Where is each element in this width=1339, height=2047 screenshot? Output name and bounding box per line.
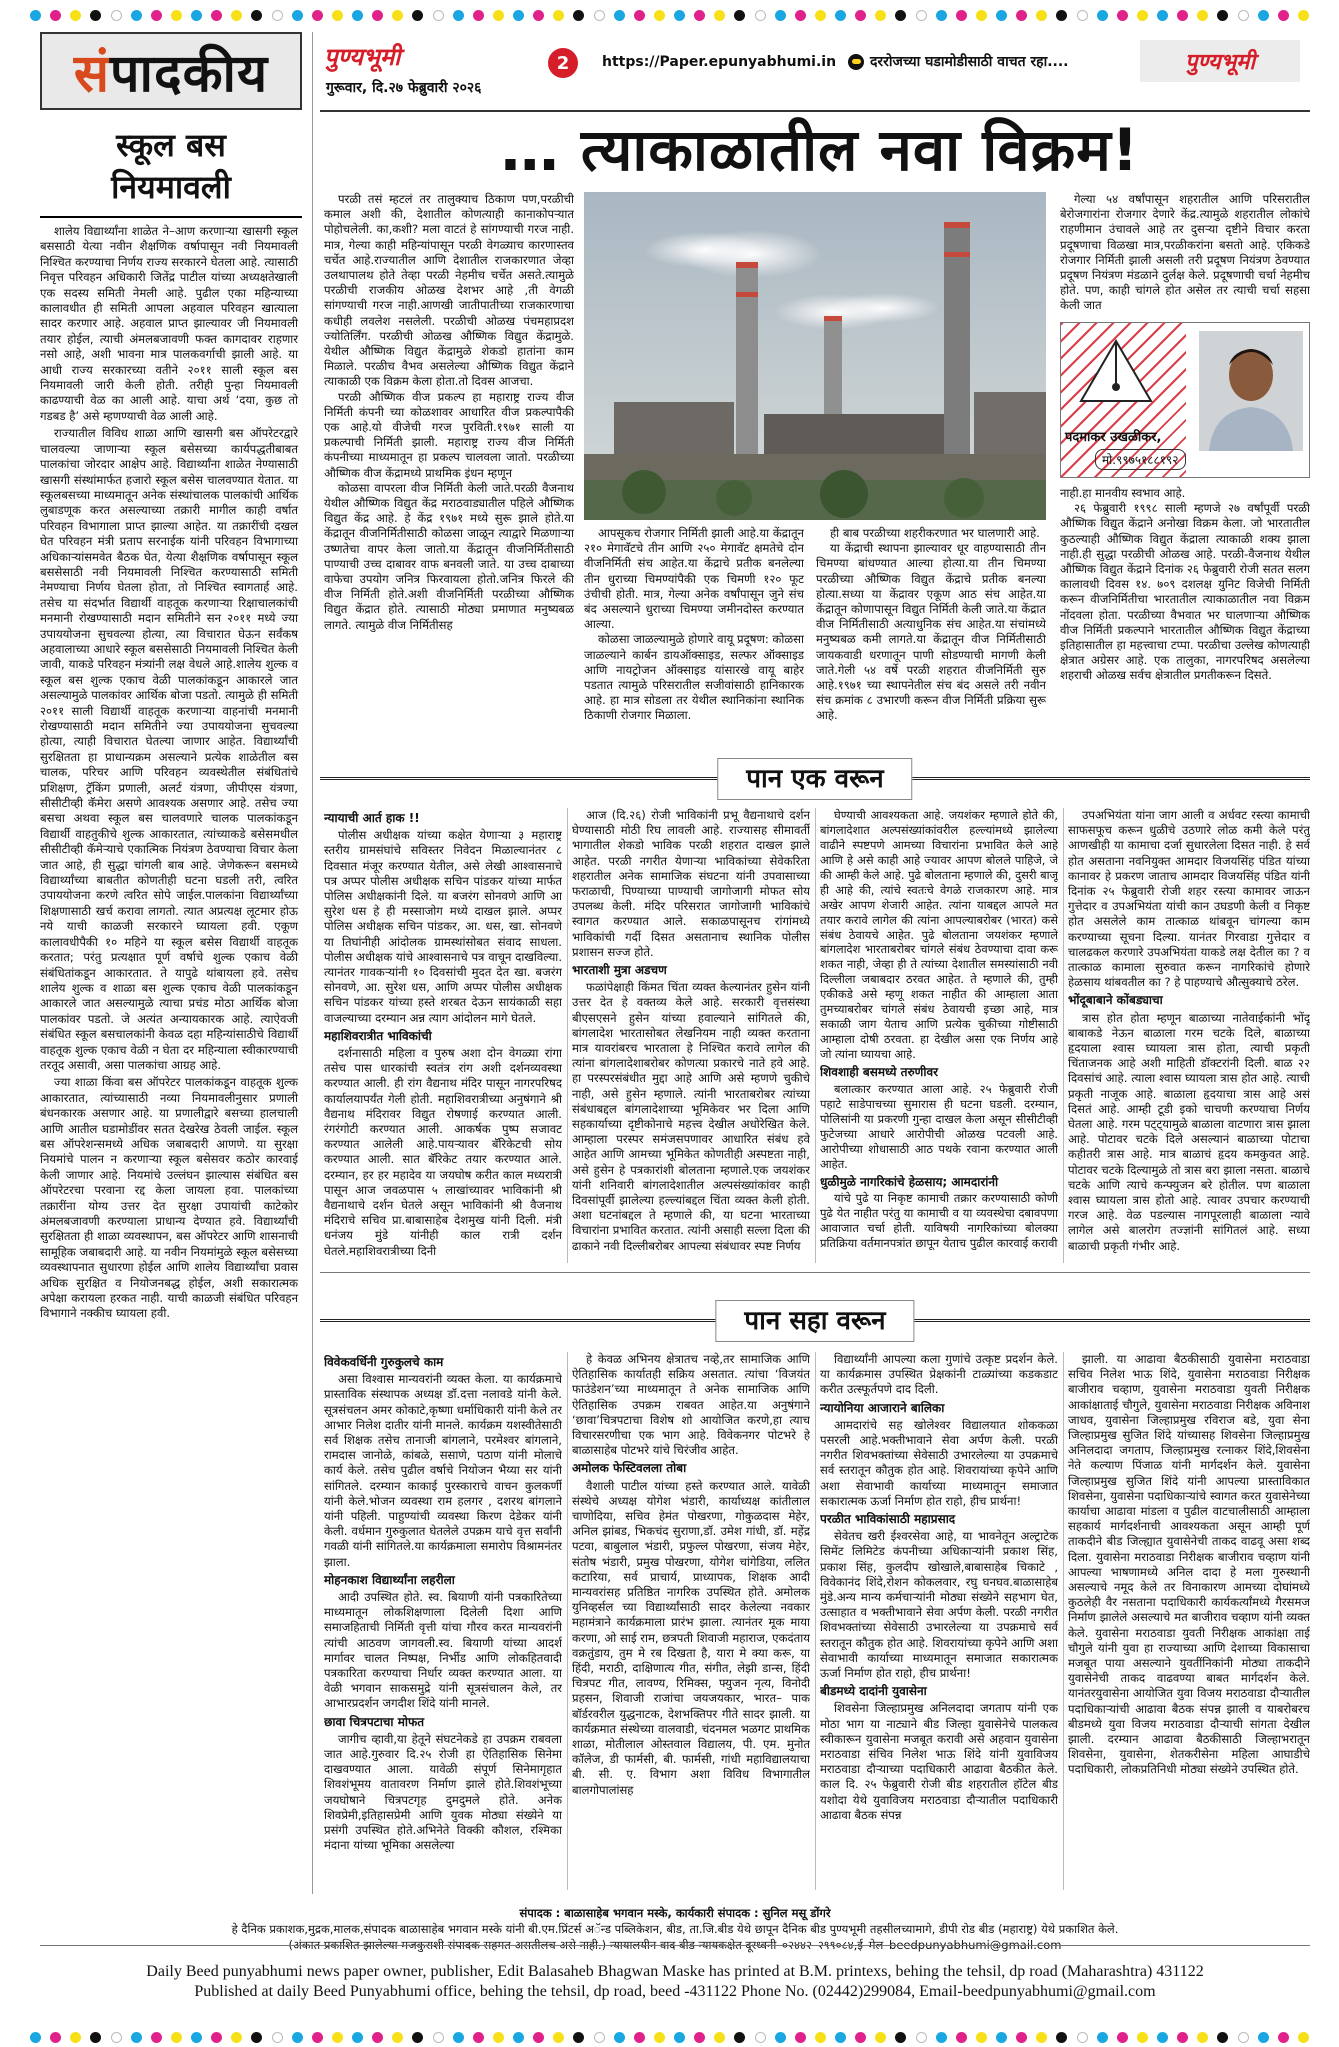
registration-dot	[1157, 10, 1168, 21]
pen-nib-icon	[1071, 331, 1161, 411]
registration-dot	[332, 10, 343, 21]
registration-dot	[372, 10, 383, 21]
registration-dot	[433, 2032, 444, 2043]
registration-dot	[654, 10, 665, 21]
column-rule	[1063, 1352, 1064, 1890]
registration-dot	[594, 10, 605, 21]
editorial-paragraph: राज्यातील विविध शाळा आणि खासगी बस ऑपरेटरद्वारे चालवल्या जाणाऱ्या स्कूल बसेसच्या कार्यपद्धतीबाबत पालकांचा जोरदार आक्षेप आहे. विद्यार्थ्यांना शाळेत नेण्यासाठी खासगी संस्थांमार्फत हजारो स्कूल बसेस चालवण्यात येतात. या स्कूलबसच्या माध्यमातून अनेक संस्थांचालक पालकांची आर्थिक लुबाडणूक करत असल्याच्या तक्रारी मागील काही वर्षात परिवहन विभागाला प्राप्त झाल्या आहेत. या तक्रारींची दखल घेत परिवहन मंत्री प्रताप सरनाईक यांनी परिवहन विभागाच्या अधिकाऱ्यांसमवेत बैठक घेत, येत्या शैक्षणिक वर्षापासून स्कूल बससेसाठी नवी नियमावली निश्चित करण्यासाठी समिती नेमण्याचा निर्णय घेतला होता, तो निश्चित स्वागतार्ह आहे. तसेच या संदर्भात विद्यार्थी वाहतूक करणाऱ्या रिक्षाचालकांची मनमानी रोखण्यासाठी मदान समितीने सन २०११ मध्ये ज्या उपाययोजना सुचवल्या होत्या, त्या विचारात घेऊन सर्वंकष अहवालाच्या आधारे स्कूल बससेसाठी नियमावली निश्चित केली जावी, याकडे परिवहन मंत्र्यांनी लक्ष वेधले आहे.शालेय शुल्क व स्कूल बस शुल्क एकाच वेळी पालकांकडून आकारले जात असल्यामुळे पालकांवर आर्थिक बोजा पडतो. त्यामुळे ही समिती २०११ साली विद्यार्थी वाहतूक करणाऱ्या वाहनांची मनमानी रोखण्यासाठी मदान समितीने ज्या उपाययोजना सुचवल्या होत्या, त्याही विचारात घेतल्या जाणार आहेत. विद्यार्थ्यांची सुरक्षितता हा प्राधान्यक्रम असल्याने प्रत्येक शाळेतील बस चालक, परिचर आणि परिवहन व्यवस्थेतील संबंधितांचे प्रशिक्षण, ट्रॅकिंग प्रणाली, अलर्ट यंत्रणा, जीपीएस यंत्रणा, सीसीटीव्ही कॅमेरा असणे आवश्यक असणार आहे. तसेच ज्या बसचा अथवा स्कूल बस चालवणारे चालक पालकांकडून विद्यार्थी वाहतुकीचे शुल्क आकारतात, त्यांच्याकडे बसेसमधील सीसीटीव्ही कॅमेऱ्याचे एकात्मिक नियंत्रण ठेवण्याचा विचार केला जात आहे, ही सुद्धा चांगली बाब आहे. जेणेकरून बसमध्ये विद्यार्थ्यांच्या बाबतीत कोणतीही घटना घडली तरी, त्वरित उपाययोजना करणे त्वरित सोपे जाईल.पालकांना विद्यार्थ्यांच्या शिक्षणासाठी खर्च करावा लागतो. त्यात अप्रत्यक्ष लूटमार होऊ नये याची काळजी सरकारने घ्यायला हवी. एकूण कालावधीपैकी १० महिने या स्कूल बसेस विद्यार्थी वाहतूक करतात; परंतु प्रत्यक्षात पूर्ण वर्षाचे शुल्क एकाच वेळी संबंधितांकडून आकारतात. ते यापुढे थांबायला हवे. तसेच शालेय शुल्क व शाळा बस शुल्क एकाच वेळी पालकांकडून आकारले जात असल्यामुळे त्याचा प्रचंड मोठा आर्थिक बोजा पालकांवर पडतो. जे अत्यंत अन्यायकारक आहे. त्याऐवजी संबंधित स्कूल बसचालकांनी केवळ दहा महिन्यांसाठीचे विद्यार्थी वाहतूक शुल्क एकाच वेळी न घेता दर महिन्याला स्वीकारण्याची तरतूद असावी, असा पालकांचा आग्रह आहे.	[40, 426, 298, 1072]
subheading: शिवशाही बसमध्ये तरुणीवर	[820, 1064, 939, 1079]
lead-column-3	[816, 526, 1046, 724]
registration-dot	[352, 2032, 363, 2043]
section-rule	[320, 1272, 1310, 1273]
lead-column-4	[1060, 192, 1310, 314]
registration-dot	[412, 10, 423, 21]
registration-dot	[453, 10, 464, 21]
registration-dot	[1117, 2032, 1128, 2043]
article-paragraph: पोलीस अधीक्षक यांच्या कक्षेत येणाऱ्या ३ महाराष्ट्र स्तरीय ग्रामसंघांचे सविस्तर निवेदन मिळाल्यानंतर ८ दिवसात मंजूर करण्यात येतील, असे लेखी आश्वासनाचे पत्र अप्पर पोलीस अधीक्षक सचिन पांडकर यांच्या मार्फत पोलिस अधीक्षकांनी दिले. या बजरंग सोनवणे आणि आ सुरेश धस हे ही मस्साजोग मध्ये दाखल झाले. अप्पर पोलिस अधीक्षक सचिन पांडकर, आ. धस, खा. सोनवणे या तिघांनीही आंदोलक ग्रामस्थांसोबत संवाद साधला. पोलीस अधीक्षक यांचे आश्वासनाचे पत्र वाचून दाखविल्या. त्यानंतर गावकऱ्यांनी १० दिवसांची मुदत देत खा. बजरंग सोनवणे, आ. सुरेश धस, आणि अप्पर पोलीस अधीक्षक सचिन पांडकर यांच्या हस्ते शरबत देऊन सायंकाळी सहा वाजल्याच्या दरम्यान अन्न त्याग आंदोलन मागे घेतले.	[324, 828, 562, 1025]
registration-dot	[453, 2032, 464, 2043]
registration-strip-top	[30, 8, 1309, 22]
registration-dot	[1016, 10, 1027, 21]
registration-dot	[251, 2032, 262, 2043]
article-paragraph: उपअभियंता यांना जाग आली व अर्धवट रस्त्या कामाची साफसफूच करून धुळीचे उठणारे लोळ कमी केले परंतु आणखीही या कामाचा दर्जा सुधारलेला दिसत नाही. हे सर्व होत असताना नवनियुक्त आमदार विजयसिंह पंडित यांच्या कानावर हे प्रकरण जाताच आमदार विजयसिंह पंडित यांनी दिनांक २५ फेब्रुवारी रोजी शहर रस्त्या कामावर जाऊन गुत्तेदार व उपअभियंता यांची कान उघडणी केली व निकृष्ट होत असलेले काम तात्काळ थांबवून चांगल्या काम करण्याच्या सूचना दिल्या. यानंतर गिरवाडा गुत्तेदार व चालढकल करणारे उपअभियंता याकडे लक्ष देतील का ? व तात्काळ कामाला सुरुवात करून नागरिकांचे होणारे हेळसाय थांबवतील का ? हे पाहण्याचे औत्सुक्याचे ठरेल.	[1068, 808, 1310, 990]
registration-dot	[332, 2032, 343, 2043]
imprint-line-2: (अंकात प्रकाशित झालेल्या मजकुराशी संपादक सहमत असतीलच असे नाही.) न्यायालयीन वाद बीड न्यायकक्षेत दूरध्वनी–०२४४२–२९९०८४,ई–मेल–beedpunyabhumi@gmail.com	[288, 1938, 1062, 1952]
registration-dot	[1217, 2032, 1228, 2043]
registration-dot	[151, 10, 162, 21]
registration-dot	[734, 10, 745, 21]
registration-dot	[956, 2032, 967, 2043]
subheading: परळीत भाविकांसाठी महाप्रसाद	[820, 1512, 956, 1527]
registration-dot	[996, 2032, 1007, 2043]
registration-dot	[916, 2032, 927, 2043]
registration-dot	[855, 10, 866, 21]
registration-dot	[493, 2032, 504, 2043]
columnist-box	[1060, 322, 1310, 478]
registration-dot	[473, 10, 484, 21]
subheading: बीडमध्ये दादांनी युवासेना	[820, 1684, 927, 1699]
registration-dot	[1137, 10, 1148, 21]
registration-dot	[131, 10, 142, 21]
jump1-column-2	[572, 808, 810, 1254]
article-paragraph: फळांपेक्षाही किंमत चिंता व्यक्त केल्यानंतर हुसेन यांनी उत्तर देत हे वक्तव्य केले आहे. सरकारी वृत्तसंस्था बीएसएसने हुसेन यांच्या हवाल्याने सांगितले की, बांगलादेश भारतासोबत लेखनियम नाही व्यक्त करताना मात्र यावरांबरच भारताला हे निश्चित करावे लागेल की त्यांना बांगलादेशाबरोबर कोणत्या प्रकारचे नाते हवे आहे. हा परस्परसंबंधीत मुद्दा आहे आणि असे म्हणणे चुकीचे नाही, असे हुसेन म्हणाले. त्यांनी भारताबरोबर त्यांच्या संबंधाबद्दल बांगलादेशाच्या भूमिकेवर भर दिला आणि सहकार्याच्या दृष्टीकोनाचे महत्त्व देखील अधोरेखित केले. आम्हाला परस्पर समंजसपणावर आधारित संबंध हवे आहेत आणि आमच्या भूमिकेत कोणतीही अस्पष्टता नाही, असे हुसेन हे पत्रकारांशी बोलताना म्हणाले.एक जयशंकर यांनी शनिवारी बांगलादेशातील अल्पसंख्यांकांवर काही दिवसांपूर्वी झालेल्या हल्ल्यांबद्दल चिंता व्यक्त केली होती. अशा घटनांबद्दल ते म्हणाले की, या घटना भारताच्या विचारांना प्रभावित करतात. त्यांनी असाही सल्ला दिला की ढाकाने नवी दिल्लीबरोबर आपल्या संबंधावर स्पष्ट निर्णय	[572, 980, 810, 1253]
jump2-column-3	[820, 1352, 1058, 1823]
registration-dot	[755, 2032, 766, 2043]
registration-dot	[895, 2032, 906, 2043]
imprint-line-1: हे दैनिक प्रकाशक,मुद्रक,मालक,संपादक बाळासाहेब भगवान मस्के यांनी बी.एम.प्रिंटर्स अॅन्ड पब्लिकेशन, बीड, ता.जि.बीड येथे छापून दैनिक बीड पुण्यभूमी तहसीलच्यामागे, डीपी रोड बीड (महाराष्ट्र) येथे प्रकाशित केले.	[231, 1922, 1119, 1936]
registration-dot	[795, 10, 806, 21]
registration-dot	[191, 10, 202, 21]
article-paragraph: हे केवळ अभिनय क्षेत्रातच नव्हे,तर सामाजिक आणि ऐतिहासिक कार्यातही सक्रिय असतात. त्यांचा ‘विजयंत फाउंडेशन’च्या माध्यमातून ते अनेक सामाजिक आणि ऐतिहासिक उपक्रम राबवत आहेत.या अनुषंगाने ‘छावा’चित्रपटाचा विशेष शो आयोजित करणे,हा त्याच विचारसरणीचा एक भाग आहे. विवेकनगर पोटभरे हे बाळासाहेब पोटभरे यांचे चिरंजीव आहेत.	[572, 1352, 810, 1458]
registration-dot	[151, 2032, 162, 2043]
article-paragraph: वैशाली पाटील यांच्या हस्ते करण्यात आले. यावेळी संस्थेचे अध्यक्ष योगेश भंडारी, कार्याध्यक्ष कांतीलाल चाणोदिया, सचिव हेमंत पोखरणा, गोकुळदास मेहेर, अनिल झांबड, भिकचंद सुराणा,डॉ. उमेश गांधी, डॉ. महेंद्र पटवा, बाबुलाल भंडारी, प्रफुल्ल पोखरणा, संजय मेहेर, संतोष भंडारी, प्रमुख पोखरणा, योगेश चांगेडिया, ललित कटारिया, सर्व प्राचार्य, प्राध्यापक, शिक्षक आदी मान्यवरांसह प्रतिष्ठित नागरिक उपस्थित होते. अमोलक युनिव्हर्सल च्या विद्यार्थ्यांसाठी सादर केलेल्या नवकार महामंत्राने कार्यक्रमाला प्रारंभ झाला. त्यानंतर मूक माया करणा, ओ साई राम, छत्रपती शिवाजी महाराज, एकदंताय वक्रतुंडाय, तुम मे रब दिखता है, यारा मे क्या करू, या हिंदी, मराठी, दाक्षिणात्य गीत, संगीत, लेझी डान्स, हिंदी चित्रपट गीत, लावण्य, रिमिक्स, फ्युजन नृत्य, विनोदी प्रहसन, शिवाजी राजांचा जयजयकार, भारत– पाक बॉर्डरवरील युद्धनाटक, देशभक्तिपर गीते सादर झाली. या कार्यक्रमात संस्थेच्या वालवाडी, चंदनमल भळगट प्राथमिक शाळा, मोतीलाल ओस्तवाल विद्यालय, पी. एम. मुनोत कॉलेज, डी फार्मसी, बी. फार्मसी, गांधी महाविद्यालयाचा बी. सी. ए. विभाग अशा विविध विभागातील बालगोपालांसह	[572, 1478, 810, 1797]
column-rule	[567, 1352, 568, 1890]
registration-dot	[1278, 2032, 1289, 2043]
lead-paragraph: नाही.हा मानवीय स्वभाव आहे.	[1060, 486, 1186, 500]
registration-dot	[352, 10, 363, 21]
registration-dot	[30, 2032, 41, 2043]
registration-dot	[251, 10, 262, 21]
registration-dot	[70, 2032, 81, 2043]
editorial-title	[40, 124, 302, 208]
registration-dot	[312, 2032, 323, 2043]
registration-dot	[513, 2032, 524, 2043]
subheading: न्यायाची आर्त हाक !!	[324, 811, 420, 825]
lead-paragraph: या केंद्राची स्थापना झाल्यावर धूर वाहण्यासाठी तीन चिमण्या बांधण्यात आल्या होत्या.या तीन चिमण्या परळीच्या औष्णिक विद्युत केंद्राचे प्रतीक बनल्या होत्या.सध्या या केंद्रावर एकूण आठ संच आहेत.या केंद्रातून कोणापासून विद्युत निर्मिती केली जाते.या केंद्रात वीज निर्मितीसाठी अत्याधुनिक संच आहेत.या संचांमध्ये मनुष्यबळ कमी लागते.या केंद्रातून वीज निर्मितीसाठी जायकवाडी धरणातून पाणी सोडण्याची मागणी केली जाते.गेली ५४ वर्षे परळी शहरात वीजनिर्मिती सुरु आहे.१९७१ च्या स्थापनेतील संच बंद असले तरी नवीन संच क्रमांक ८ उभारणी करून वीज निर्मिती प्रक्रिया सुरू आहे.	[816, 541, 1046, 723]
registration-dot	[1197, 10, 1208, 21]
registration-dot	[1177, 2032, 1188, 2043]
registration-dot	[875, 10, 886, 21]
article-paragraph: घेण्याची आवश्यकता आहे. जयशंकर म्हणाले होते की, बांगलादेशात अल्पसंख्यांकांवरील हल्ल्यांमध्ये झालेल्या वाढीने स्पष्टपणे आमच्या विचारांना प्रभावित केले आहे आणि हे असे काही आहे ज्यावर आपण बोलले पाहिजे, जे की आम्ही केले आहे. पुढे बोलताना म्हणाले की, दुसरी बाजू ही आहे की, त्यांचे स्वतःचे वेगळे राजकारण आहे. मात्र अखेर आपण शेजारी आहेत. त्यांना याबद्दल आपले मत तयार करावे लागेल की त्यांना आपल्याबरोबर (भारत) कसे संबंध ठेवायचे आहेत. पुढे बोलताना जयशंकर म्हणाले बांगलादेश भारताबरोबर चांगले संबंध ठेवण्याचा दावा करू शकत नाही, जेव्हा ही ते त्यांच्या देशातील समस्यांसाठी नवी दिल्लीला जबाबदार ठरवत आहेत. ते म्हणाले की, तुम्ही एकीकडे असे म्हणू शकत नाहीत की आम्हाला आता तुमच्याबरोबर चांगले संबंध ठेवायची इच्छा आहे, मात्र सकाळी जाग येताच आणि प्रत्येक चुकीच्या गोष्टीसाठी आम्हाला दोषी ठरवता. हा देखील असा एक निर्णय आहे जो त्यांना घ्यायचा आहे.	[820, 808, 1058, 1061]
registration-dot	[473, 2032, 484, 2043]
registration-dot	[292, 10, 303, 21]
section-label-first: सं	[73, 43, 110, 104]
registration-dot	[171, 10, 182, 21]
registration-dot	[573, 10, 584, 21]
registration-dot	[131, 2032, 142, 2043]
registration-dot	[272, 10, 283, 21]
english-imprint-line-2: Published at daily Beed Punyabhumi office, behing the tehsil, dp road, beed -431122 Phone No. (02442)299084, Email-beedpunyabhumi@gmail.com	[194, 1983, 1156, 2000]
lead-paragraph: परळी औष्णिक वीज प्रकल्प हा महाराष्ट्र राज्य वीज निर्मिती कंपनी च्या कोळशावर आधारित वीज प्रकल्पापैकी एक आहे.यो वीजेची गरज पुरविती.१९७१ साली या प्रकल्पाची निर्मिती झाली. महाराष्ट्र राज्य वीज निर्मिती कंपनीच्या माध्यमातून हा प्रकल्प चालवला जातो. परळीच्या औष्णिक वीज केंद्रामध्ये प्राथमिक इंधन म्हणून	[324, 389, 574, 480]
article-paragraph: विद्यार्थ्यांनी आपल्या कला गुणांचे उत्कृष्ट प्रदर्शन केले. या कार्यक्रमास उपस्थित प्रेक्षकांनी टाळ्यांच्या कडकडाट करीत उत्स्फूर्तपणे दाद दिली.	[820, 1352, 1058, 1397]
epaper-url[interactable]: https://Paper.epunyabhumi.in	[602, 54, 837, 70]
registration-dot	[1197, 2032, 1208, 2043]
registration-dot	[654, 2032, 665, 2043]
editorial-paragraph: ज्या शाळा किंवा बस ऑपरेटर पालकांकडून वाहतूक शुल्क आकारतात, त्यांच्यासाठी नव्या नियमावलीनुसार प्रणाली बंधनकारक असणार आहे. या प्रणालीद्वारे बसच्या हालचाली आणि आतील घडामोडींवर सतत देखरेख ठेवली जाईल. स्कूल बस ऑपरेशन्समध्ये अधिक जबाबदारी आणणे. या सुरक्षा नियमांचे पालन न करणाऱ्या स्कूल बसेसवर कठोर कारवाई केली जाणार आहे. नियमांचे उल्लंघन झाल्यास संबंधित बस ऑपरेटरचा परवाना रद्द केला जायला हवा. पालकांच्या तक्रारींना योग्य उत्तर देत सुरक्षा उपायांची काटेकोर अंमलबजावणी करण्याला प्राधान्य देण्यात हवे. विद्यार्थ्यांची सुरक्षितता ही शाळा व्यवस्थापन, बस ऑपरेटर आणि शासनाची सामूहिक जबाबदारी आहे. या नवीन नियमांमुळे स्कूल बसेसच्या व्यवस्थापनात सुधारणा होईल आणि शालेय विद्यार्थ्यांचा प्रवास अधिक सुरक्षित व नियोजनबद्ध होईल, अशी सकारात्मक अपेक्षा करायला हरकत नाही. याची काळजी संबंधित परिवहन विभागाने नक्कीच घ्यायला हवी.	[40, 1075, 298, 1321]
jump1-column-4	[1068, 808, 1310, 1254]
article-paragraph: दर्शनासाठी महिला व पुरुष अशा दोन वेगळ्या रांगा तसेच पास धारकांची स्वतंत्र रांग अशी दर्शनव्यवस्था करण्यात आली. ही रांग वैद्यनाथ मंदिर पासून नागरपरिषद कार्यालयापर्यंत गेली होती. महाशिवरात्रीच्या अनुषंगाने श्री वैद्यनाथ मंदिरावर विद्युत रोषणाई करण्यात आली. रंगरंगोटी करण्यात आली. आकर्षक पुष्प सजावट करण्यात आलेली आहे.पायऱ्यावर बॅरिकेटची सोय करण्यात आली. सात बॅरिकेट तयार करण्यात आले. दरम्यान, हर हर महादेव या जयघोष करीत काल मध्यरात्री पासून आज जवळपास ५ लाखांच्यावर भाविकांनी श्री वैद्यनाथाचे दर्शन घेतले असून भाविकांनी श्री वैजनाथ मंदिराचे सचिव प्रा.बाबासाहेब देशमुख यांनी दिली. मंत्री धनंजय मुंडे यांनीही काल रात्री दर्शन घेतले.महाशिवरात्रीच्या दिनी	[324, 1046, 562, 1258]
registration-dot	[573, 2032, 584, 2043]
registration-dot	[694, 2032, 705, 2043]
columnist-name: पदमाकर उखळीकर,	[1065, 430, 1162, 445]
registration-dot	[412, 2032, 423, 2043]
editorial-paragraph: शालेय विद्यार्थ्यांना शाळेत ने–आण करणाऱ्या खासगी स्कूल बससाठी येत्या नवीन शैक्षणिक वर्षापासून नवी नियमावली निश्चित करण्याचा निर्णय राज्य सरकारने घेतला आहे. त्यासाठी निवृत्त परिवहन अधिकारी जितेंद्र पाटील यांच्या अध्यक्षतेखाली एक सदस्य समिती नेमली आहे. पुढील एका महिन्याच्या कालावधीत ही समिती आपला अहवाल परिवहन खात्याला सादर करणार आहे. अहवाल प्राप्त झाल्यावर जी नियमावली तयार होईल, त्याची अंमलबजावणी फक्त कागदावर राहणार नसो आहे, अशी भावना मात्र पालकवर्गाची झाली आहे. या आधी राज्य सरकारच्या वतीने २०११ साली स्कूल बस नियमावली जारी केली होती. तरीही पुन्हा नियमावली काढण्याची वेळ का आली आहे. याचा अर्थ ‘दया, कुछ तो गडबड है’ असे म्हणण्याची वेळ आली आहे.	[40, 224, 298, 423]
registration-dot	[674, 10, 685, 21]
registration-dot	[1157, 2032, 1168, 2043]
tagline-text: दररोजच्या घडामोडीसाठी वाचत रहा....	[870, 54, 1069, 70]
registration-dot	[775, 10, 786, 21]
registration-dot	[90, 2032, 101, 2043]
registration-dot	[694, 10, 705, 21]
registration-dot	[976, 2032, 987, 2043]
registration-dot	[855, 2032, 866, 2043]
tagline-icon	[848, 54, 864, 70]
registration-dot	[533, 10, 544, 21]
registration-dot	[614, 10, 625, 21]
registration-dot	[493, 10, 504, 21]
registration-dot	[1177, 10, 1188, 21]
registration-dot	[1258, 2032, 1269, 2043]
lead-paragraph: कोळसा जाळल्यामुळे होणारे वायू प्रदूषण: कोळसा जाळल्याने कार्बन डायऑक्साइड, सल्फर ऑक्साइड आणि नायट्रोजन ऑक्साइड यांसारखे वायू बाहेर पडतात त्यामुळे परिसरातील सजीवांसाठी हानिकारक आहे. हा मात्र सोडला तर येथील स्थानिकांना स्थानिक ठिकाणी रोजगार मिळाला.	[584, 632, 804, 723]
registration-strip-bottom	[30, 2030, 1309, 2044]
imprint-editors: संपादक : बाळासाहेब भगवान मस्के, कार्यकारी संपादक : सुनिल मसू डोंगरे	[519, 1906, 831, 1920]
registration-dot	[1238, 10, 1249, 21]
jump-banner-label: पान एक वरून	[717, 758, 912, 800]
registration-dot	[30, 10, 41, 21]
registration-dot	[714, 2032, 725, 2043]
lead-column-4b	[1060, 486, 1310, 684]
column-rule	[815, 808, 816, 1263]
editorial-column	[40, 32, 302, 1894]
registration-dot	[211, 10, 222, 21]
subheading: भारताशी मुत्रा अडचण	[572, 963, 667, 978]
registration-dot	[211, 2032, 222, 2043]
registration-dot	[533, 2032, 544, 2043]
subheading: धुळीमुळे नागरिकांचे हेळसाय; आमदारांनी	[820, 1174, 999, 1189]
registration-dot	[1238, 2032, 1249, 2043]
editorial-title-line1: स्कूल बस	[116, 126, 226, 164]
subheading: अमोलक फेस्टिवलला तोबा	[572, 1461, 687, 1476]
registration-dot	[1036, 2032, 1047, 2043]
power-plant-photo	[584, 192, 1046, 520]
registration-dot	[433, 10, 444, 21]
page-number-badge: 2	[548, 48, 578, 78]
newspaper-logo: पुण्यभूमी	[324, 43, 401, 71]
article-paragraph: झाली. या आढावा बैठकीसाठी युवासेना मराठवाडा सचिव निलेश भाऊ शिंदे, युवासेना मराठवाडा निरीक्षक बाजीराव चव्हाण, युवासेना मराठवाडा युवती निरीक्षक आकांक्षाताई चौगुले, युवासेना मराठवाडा निरीक्षक अविनाश जाधव, युवासेना जिल्हाप्रमुख रविराज बडे, युवा सेना जिल्हाप्रमुख सुजित शिंदे यांच्यासह शिवसेना जिल्हाप्रमुख अनिलदादा जगताप, जिल्हाप्रमुख रत्नाकर शिंदे,शिवसेना नेते कल्याण पिंजाळ यांनी मार्गदर्शन केले. युवासेना जिल्हाप्रमुख सुजित शिंदे यांनी आपल्या प्रास्ताविकात शिवसेना, युवासेना पदाधिकाऱ्यांचे स्वागत करत युवासेनेच्या कार्याचा आढावा मांडला व पुढील वाटचालीसाठी आम्हाला सहकार्य मार्गदर्शनाची आवश्यकता असून आम्ही पूर्ण ताकदीने बीड जिल्ह्यात युवासेनेची ताकद वाढवू असा शब्द दिला. युवासेना मराठवाडा निरीक्षक बाजीराव चव्हाण यांनी आपल्या भाषणामध्ये अनिल दादा हे मला गुरुस्थानी असल्याचे नमूद केले तर विनाकारण आमच्या दोघांमध्ये कुठलेही वैर नसताना पदाधिकारी कार्यकर्त्यांमध्ये गैरसमज निर्माण झालेले असल्याचे मत बाजीराव चव्हाण यांनी व्यक्त केले. युवासेना मराठवाडा युवती निरीक्षक आकांक्षा ताई चौगुले यांनी युवा हा राज्याच्या आणि देशाच्या विकासाचा मजबूत पाया असल्याने युवतींनिकांनी मोठ्या ताकदीने युवासेनेची ताकद वाढवण्या बाबत मार्गदर्शन केले. यानंतरयुवासेना आयोजित युवा विजय मराठवाडा दौऱ्यातील पदाधिकाऱ्यांची आढावा बैठक संपन्न झाली व याबरोबरच बीडमध्ये युवा विजय मराठवाडा दौऱ्याची सांगता देखील झाली. दरम्यान आढावा बैठकीसाठी जिल्हाभरातून शिवसेना, युवासेना, शेतकरीसेना महिला आघाडीचे पदाधिकारी, लोकप्रतिनिधी मोठ्या संख्येने उपस्थित होते.	[1068, 1352, 1310, 1777]
registration-dot	[372, 2032, 383, 2043]
registration-dot	[895, 10, 906, 21]
registration-dot	[815, 10, 826, 21]
article-paragraph: शिवसेना जिल्हाप्रमुख अनिलदादा जगताप यांनी एक मोठा भाग या नाट्याने बीड जिल्हा युवासेनेचे पालकत्व स्वीकारून युवासेना मजबूत करावी असे अहवान युवासेना मराठवाडा संचिव निलेश भाऊ शिंदे यांनी युवाविजय मराठवाडा दौऱ्याच्या पदाधिकारी आढावा बैठकीत केले. काल दि. २५ फेब्रुवारी रोजी बीड शहरातील हॉटेल बीड यशोदा येथे युवाविजय मराठवाडा दौऱ्यातील पदाधिकारी आढावा बैठक संपन्न	[820, 1701, 1058, 1822]
registration-dot	[553, 10, 564, 21]
registration-dot	[111, 2032, 122, 2043]
masthead	[320, 40, 1300, 108]
lead-column-1	[324, 192, 574, 633]
registration-dot	[392, 2032, 403, 2043]
lead-headline: … त्याकाळातील नवा विक्रम!	[500, 116, 1140, 184]
article-paragraph: आज (दि.२६) रोजी भाविकांनी प्रभू वैद्यनाथाचे दर्शन घेण्यासाठी मोठी रिघ लावली आहे. राज्यासह सीमावर्ती भागातील शेकडो भाविक परळी शहरात दाखल झाले आहेत. परळी नगरीत येणाऱ्या भाविकांच्या सेवेकरिता शहरातील अनेक सामाजिक संघटना यांनी उपवासाच्या फराळाची, पिण्याच्या पाण्याची जागोजागी मोफत सोय उपलब्ध केली. मंदिर परिसरात जागोजागी भाविकांचे स्वागत करण्यात आले. सकाळपासूनच रांगांमध्ये भाविकांची गर्दी दिसत असतानाच स्थानिक पोलीस प्रशासन सज्ज होते.	[572, 808, 810, 959]
registration-dot	[312, 10, 323, 21]
english-imprint-line-1: Daily Beed punyabhumi news paper owner, publisher, Edit Balasaheb Bhagwan Maske has printed at B.M. printexs, behing the tehsil, dp road (Maharashtra) 431122	[146, 1963, 1204, 1980]
registration-dot	[1298, 10, 1309, 21]
registration-dot	[1056, 10, 1067, 21]
section-label-rest: पादकीय	[109, 43, 269, 104]
registration-dot	[755, 10, 766, 21]
section-label	[40, 32, 302, 110]
registration-dot	[775, 2032, 786, 2043]
imprint-rule	[40, 1945, 1310, 1946]
registration-dot	[714, 10, 725, 21]
jump2-column-2	[572, 1352, 810, 1798]
column-divider	[312, 32, 313, 1894]
newspaper-logo-right: पुण्यभूमी	[1140, 40, 1300, 82]
registration-dot	[956, 10, 967, 21]
jump-banner-page-one	[320, 758, 1310, 798]
registration-dot	[916, 10, 927, 21]
registration-dot	[875, 2032, 886, 2043]
registration-dot	[835, 2032, 846, 2043]
subheading: न्यायोनिया आजाराने बालिका	[820, 1400, 945, 1415]
issue-date: गुरूवार, दि.२७ फेब्रुवारी २०२६	[326, 80, 482, 96]
article-paragraph: असा विश्वास मान्यवरांनी व्यक्त केला. या कार्यक्रमाचे प्रास्ताविक संस्थापक अध्यक्ष डॉ.दत्ता नलावडे यांनी केले. सूत्रसंचलन अमर कोकाटे,कृष्णा धर्माधिकारी यांनी केले तर आभार निलेश दातीर यांनी मानले. कार्यक्रम यशस्वीतेसाठी सर्व शिक्षक तसेच तानाजी बांगलाने, परमेश्वर बांगलाने, रामदास जानोळे, कांबळे, ससाणे, पठाण यांनी मोलाचे कार्य केले. तसेच पुढील वर्षाचे नियोजन भैय्या सर यांनी सांगितले. दरम्यान काकाई पुरस्काराचे वाचन कुलकर्णी यांनी केले.भोजन व्यवस्था राम हलगर , दशरथ बांगलाने यांनी पहिली. पाहुण्यांची व्यवस्था किरण देडेकर यांनी केली. वर्धमान गुरुकुलात घेतलेले उपक्रम याचे वृत्त सर्वांनी गवळी यांनी सांगितले.या कार्यक्रमाला समारोप विश्रामनंतर झाला.	[324, 1372, 562, 1569]
registration-dot	[795, 2032, 806, 2043]
registration-dot	[734, 2032, 745, 2043]
jump2-column-4	[1068, 1352, 1310, 1778]
subheading: भोंदूबाबाने कोंबड्याचा	[1068, 993, 1163, 1008]
registration-dot	[392, 10, 403, 21]
article-paragraph: आमदारांचे सह खोलेश्वर विद्यालयात शोककळा पसरली आहे.भक्तीभावाने सेवा अर्पण केली. परळी नगरीत शिवभक्तांच्या सेवेसाठी उभारलेल्या या उपक्रमाचे सर्व स्तरातून कौतुक होत आहे. शिवरायांच्या कृपेने आणि अशा सेवाभावी कार्याच्या माध्यमातून समाजात सकारात्मक ऊर्जा निर्माण होत राहो, हीच प्रार्थना!	[820, 1417, 1058, 1508]
registration-dot	[936, 10, 947, 21]
subheading: छावा चित्रपटाचा मोफत	[324, 1714, 425, 1729]
lead-paragraph: आपसूकच रोजगार निर्मिती झाली आहे.या केंद्रातून २१० मेगावॅटचे तीन आणि २५० मेगावॅट क्षमतेचे दोन वीजनिर्मिती संच आहेत.या केंद्राचे प्रतीक बनलेल्या तीन धुराच्या चिमण्यांपैकी एक चिमणी १२० फूट उंचीची होती. मात्र, गेल्या अनेक वर्षांपासून जुने संच बंद असल्याने धुराच्या चिमण्या जमीनदोस्त करण्यात आल्या.	[584, 526, 804, 632]
lead-paragraph: ही बाब परळीच्या शहरीकरणात भर घालणारी आहे.	[830, 526, 1040, 540]
registration-dot	[1097, 2032, 1108, 2043]
registration-dot	[111, 10, 122, 21]
registration-dot	[594, 2032, 605, 2043]
registration-dot	[1117, 10, 1128, 21]
jump1-column-1	[324, 808, 562, 1259]
registration-dot	[1077, 10, 1088, 21]
registration-dot	[90, 10, 101, 21]
subheading: मोहनकाश विद्यार्थ्यांना लहरीला	[324, 1572, 455, 1587]
subheading: महाशिवरात्रीत भाविकांची	[324, 1028, 432, 1043]
article-paragraph: सेवेतच खरी ईश्वरसेवा आहे, या भावनेतून अल्ट्राटेक सिमेंट लिमिटेड कंपनीच्या अधिकाऱ्यांनी प्रकाश सिंह, प्रकाश सिंह, कुलदीप खोखाले,बाबासाहेब चिकाटे , विवेकानंद शिंदे,रोशन कोकलवार, रघु घनघव.बाळासाहेब मुंडे.अन्य मान्य कर्मचाऱ्यांनी मोठ्या संख्येने सहभाग घेत, उत्साहात व भक्तीभावाने सेवा अर्पण केली. परळी नगरीत शिवभक्तांच्या सेवेसाठी उभारलेल्या या उपक्रमाचे सर्व स्तरातून कौतुक होत आहे. शिवरायांच्या कृपेने आणि अशा सेवाभावी कार्याच्या माध्यमातून समाजात सकारात्मक ऊर्जा निर्माण होत राहो, हीच प्रार्थना!	[820, 1529, 1058, 1681]
registration-dot	[1056, 2032, 1067, 2043]
registration-dot	[553, 2032, 564, 2043]
registration-dot	[231, 10, 242, 21]
registration-dot	[996, 10, 1007, 21]
english-imprint	[40, 1962, 1310, 2002]
registration-dot	[614, 2032, 625, 2043]
jump-banner-label: पान सहा वरून	[715, 1300, 914, 1342]
column-rule	[1063, 808, 1064, 1263]
registration-dot	[70, 10, 81, 21]
column-rule	[815, 1352, 816, 1890]
columnist-photo	[1199, 331, 1303, 451]
lead-paragraph: गेल्या ५४ वर्षांपासून शहरातील आणि परिसरातील बेरोजगारांना रोजगार देणारे केंद्र.त्यामुळे शहरातील लोकांचे राहणीमान उंचावले आहे तर दुसऱ्या दृष्टीने विचार करता प्रदूषणाचा विळखा मात्र,परळीकरांना बसतो आहे. एकिकडे रोजगार निर्मिती झाली असली तरी प्रदूषण नियंत्रण ठेवण्यात प्रदूषण नियंत्रण मंडळाने दुर्लक्ष केले. प्रदूषणाची चर्चा नेहमीच होते. पण, काही चांगले होत असेल तर त्याची चर्चा सहसा केली जात	[1060, 192, 1310, 313]
jump2-column-1	[324, 1352, 562, 1854]
jump1-column-3	[820, 808, 1058, 1251]
registration-dot	[50, 2032, 61, 2043]
registration-dot	[634, 2032, 645, 2043]
registration-dot	[1077, 2032, 1088, 2043]
registration-dot	[1217, 10, 1228, 21]
article-paragraph: आदी उपस्थित होते. स्व. बियाणी यांनी पत्रकारितेच्या माध्यमातून लोकशिक्षणाला दिलेली दिशा आणि समाजहिताची निर्मिती वृत्ती यांचा गौरव करत मान्यवरांनी त्यांची आठवण जागवली.स्व. बियाणी यांच्या आदर्श मार्गावर चालत निष्पक्ष, निर्भीड आणि लोकहितवादी पत्रकारिता करण्याचा निर्धार व्यक्त करण्यात आला. या वेळी भगवान साकसमुद्रे यांनी सूत्रसंचालन केले, तर आभारप्रदर्शन जगदीश शिंदे यांनी मानले.	[324, 1590, 562, 1711]
registration-dot	[835, 10, 846, 21]
registration-dot	[1036, 10, 1047, 21]
editorial-title-line2: नियमावली	[111, 168, 231, 206]
registration-dot	[171, 2032, 182, 2043]
lead-paragraph: कोळसा वापरला वीज निर्मिती केली जाते.परळी वैजनाथ येथील औष्णिक विद्युत केंद्र मराठवाड्यातील पहिले औष्णिक विद्युत केंद्र आहे. हे केंद्र १९७१ मध्ये सुरू झाले होते.या केंद्रातून वीजनिर्मितीसाठी कोळसा जाळून त्याद्वारे मिळणाऱ्या उष्णतेचा वापर केला जातो.या केंद्रातून वीजनिर्मितीसाठी पाण्याची उच्च दाबावर वाफ बनवली जाते. या उच्च दाबाच्या वाफेचा उपयोग जनित्र फिरवायला होतो.जनित्र फिरले की वीज निर्मिती होते.अशी वीजनिर्मिती परळीच्या औष्णिक विद्युत केंद्रात होते. त्यासाठी मोठ्या प्रमाणात मनुष्यबळ लागते. त्यामुळे वीज निर्मितीसह	[324, 480, 574, 632]
registration-dot	[1298, 2032, 1309, 2043]
registration-dot	[936, 2032, 947, 2043]
lead-paragraph: २६ फेब्रुवारी १९९८ साली म्हणजे २७ वर्षांपूर्वी परळी औष्णिक विद्युत केंद्राने अनोखा विक्रम केला. जो भारतातील कुठल्याही औष्णिक विद्युत केंद्राला त्याकाळी शक्य झाला नाही.ही सुद्धा परळीची ओळख आहे. परळी-वैजनाथ येथील औष्णिक विद्युत केंद्राने दिनांक २६ फेब्रुवारी रोजी सतत सलग कालावधी दिवस १४. ७०९ दशलक्ष युनिट विजेची निर्मिती करून वीजनिर्मितीचा भारतातील त्याकाळातील नवा विक्रम नोंदवला होता. परळीच्या वैभवात भर घालणाऱ्या औष्णिक वीज निर्मिती प्रकल्पाने भारतातील औष्णिक विद्युत केंद्राच्या इतिहासातील हा महत्त्वाचा टप्पा. परळीचा उल्लेख कोणत्याही क्षेत्रात अग्रेसर आहे. एक तालुका, नागरपरिषद असलेल्या शहराची ओळख सर्वच क्षेत्रातील प्रगतीकरून दिसते.	[1060, 501, 1310, 683]
registration-dot	[674, 2032, 685, 2043]
registration-dot	[191, 2032, 202, 2043]
registration-dot	[513, 10, 524, 21]
registration-dot	[976, 10, 987, 21]
registration-dot	[50, 10, 61, 21]
columnist-phone: मो.९९७५१८८१९२	[1095, 449, 1186, 470]
lead-paragraph: परळी तसं म्हटलं तर तालुक्याच ठिकाण पण,परळीची कमाल अशी की, देशातील कोणत्याही कानाकोपऱ्यात पोहोचलेली. का,कशी? मला वाटतं हे सांगण्याची गरज नाही. मात्र, गेल्या काही महिन्यांपासून परळी वेगळ्याच कारणास्तव चर्चेत आहे.राज्यातील आणि देशातील राजकारणात जेव्हा उलथापालथ होते तेव्हा परळी नेहमीच चर्चेत असते.त्यामुळे परळीची राजकीय ओळख देशभर आहे ,ती वेगळी सांगण्याची गरज नाही.आणखी जातीपातीच्या राजकारणाचा कधीही लवलेश नसलेली. परळीची ओळख पंचमहाप्रदश ज्योतिर्लिंग. परळीची ओळख औष्णिक विद्युत केंद्रामुळे. येथील औष्णिक विद्युत केंद्रामुळे शेकडो हातांना काम मिळाले. परळीच वैभव असलेल्या औष्णिक विद्युत केंद्राने त्याकाळी एक विक्रम केला होता.तो दिवस आजचा.	[324, 192, 574, 389]
registration-dot	[292, 2032, 303, 2043]
editorial-title-rule	[40, 216, 302, 218]
article-paragraph: बलात्कार करण्यात आला आहे. २५ फेब्रुवारी रोजी पहाटे साडेपाचच्या सुमारास ही घटना घडली. दरम्यान, पोलिसांनी या प्रकरणी गुन्हा दाखल केला असून सीसीटीव्ही फुटेजच्या आधारे आरोपीची ओळख पटवली आहे. आरोपीच्या शोधासाठी आठ पथके रवाना करण्यात आली आहेत.	[820, 1081, 1058, 1171]
registration-dot	[1258, 10, 1269, 21]
editorial-body	[40, 224, 302, 1324]
registration-dot	[272, 2032, 283, 2043]
registration-dot	[815, 2032, 826, 2043]
registration-dot	[1016, 2032, 1027, 2043]
tagline	[848, 52, 1069, 71]
article-paragraph: जागीच व्हावी,या हेतूने संघटनेकडे हा उपक्रम राबवला जात आहे.गुरुवार दि.२५ रोजी हा ऐतिहासिक सिनेमा दाखवण्यात आला. यावेळी संपूर्ण सिनेमागृहात शिवशंभूमय वातावरण निर्माण झाले होते.शिवशंभूच्या जयघोषाने चित्रपटगृह दुमदुमले होते. अनेक शिवप्रेमी,इतिहासप्रेमी आणि युवक मोठ्या संख्येने या प्रसंगी उपस्थित होते.अभिनेते विक्की कौशल, रश्मिका मंदाना यांच्या भूमिका असलेल्या	[324, 1731, 562, 1853]
column-rule	[567, 808, 568, 1263]
registration-dot	[231, 2032, 242, 2043]
registration-dot	[1097, 10, 1108, 21]
registration-dot	[634, 10, 645, 21]
registration-dot	[1137, 2032, 1148, 2043]
registration-dot	[1278, 10, 1289, 21]
article-paragraph: त्रास होत होता म्हणून बाळाच्या नातेवाईकांनी भोंदू बाबाकडे नेऊन बाळाला गरम चटके दिले, बाळाच्या हृदयाला श्वास घ्यायला त्रास होता, त्याची प्रकृती चिंताजनक आहे अशी माहिती डॉक्टरांनी दिली. बाळ २२ दिवसांचं आहे. त्याला श्वास घ्यायला त्रास होत आहे. त्याची प्रकृती नाजूक आहे. बाळाला हृदयाचा त्रास आहे असं दिसतं आहे. आम्ही टूडी इको चाचणी करण्याचा निर्णय घेतला आहे. गरम पट्ट्यामुळे बाळाला वाटणारा त्रास झाला आहे. पोटावर चटके दिले असल्यानं बाळाच्या पोटाचा कहीतरी त्रास आहे. मात्र बाळाचं हृदय कमकुवत आहे. पोटावर चटके दिल्यामुळे तो त्रास बरा झाला नसता. बाळाचे चटके आणि त्याचे कन्फ्युजन बरे होतील. पण बाळाला श्वास घ्यायला त्रास होतो आहे. त्यावर उपचार करण्याची गरज आहे. वेळ पडल्यास नागपूरलाही बाळाला न्यावे लागेल असे बालरोग तज्ज्ञांनी सांगितलं आहे. सध्या बाळाची प्रकृती गंभीर आहे.	[1068, 1010, 1310, 1253]
subheading: विवेकवर्धिनी गुरुकुलचे काम	[324, 1355, 444, 1369]
lead-column-2	[584, 526, 804, 724]
article-paragraph: यांचे पुढे या निकृष्ट कामाची तक्रार करण्यासाठी कोणी पुढे येत नाहीत परंतु या कामाची व या व्यवस्थेचा दबावपणा आवाजात चर्चा होती. याविषयी नागरिकांच्या बोलक्या प्रतिक्रिया वर्तमानपत्रांत छापून येताच पुढील कारवाई करावी	[820, 1191, 1058, 1251]
jump-banner-page-six	[320, 1300, 1310, 1340]
